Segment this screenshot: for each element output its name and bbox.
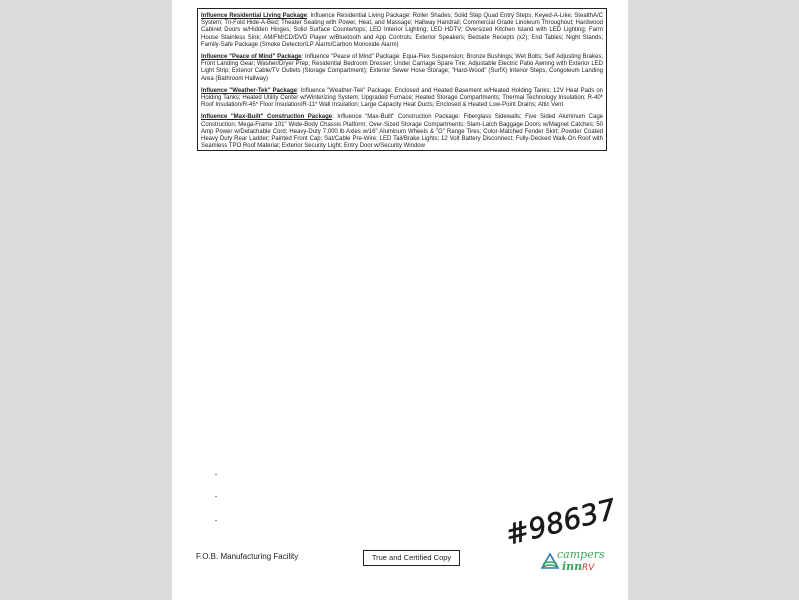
scan-speck (215, 520, 217, 521)
logo-word-inn: inn (562, 560, 583, 573)
package-title: Influence "Max-Built" Construction Package (201, 114, 333, 121)
campers-inn-logo (540, 546, 610, 572)
certified-copy-stamp: True and Certified Copy (363, 550, 460, 566)
package-peace-of-mind (201, 54, 603, 83)
tent-icon (542, 554, 558, 568)
handwritten-text: #98637 (502, 492, 620, 552)
package-body: : Influence Residential Living Package: Roller Shades; Solid Step Quad Entry Steps; Keyed-A-Like; StealthA/C System; Tri-Fold Hide-A-Bed; Theater Seating with Power, Heat, and Massage; Hallway Handrail; Commercial Grade Linoleum Throughout; Hardwood Cabinet Doors w/Hidden Hinges; Solid Surface Countertops; LED Interior Lighting; LED HDTV; Oversized Kitchen Island with LED Lighting; Farm House Stainless Sink; AM/FM/CD/DVD Player w/Bluetooth and App Controls; Exterior Speakers; Bedside Recepts (x2); End Tables; Night Stands; Family-Safe Package (Smoke Detector/LP Alarm/Carbon Monoxide Alarm) (201, 13, 603, 48)
scan-speck (215, 474, 217, 475)
package-body: : Influence "Max-Built" Construction Package: Fiberglass Sidewalls; Five Sided Aluminum Cage Construction; Mega-Frame 101" Wide-Body Chassis Platform; Over-Sized Storage Compartments; Slam-Latch Baggage Doors w/Magnet Catches; 50 Amp Power w/Detachable Cord; Heavy-Duty 7,000 lb Axles w/16" Aluminum Wheels & "G" Range Tires; Color-Matched Fender Skirt; Powder Coated Heavy Duty Rear Ladder; Painted Front Cap; Sat/Cable Pre-Wire; LED Tail/Brake Lights; 12 Volt Battery Disconnect; Fully-Decked Walk-On Roof with Seamless TPO Roof Material; Exterior Security Light; Entry Door w/Security Window (201, 114, 603, 150)
fob-label: F.O.B. Manufacturing Facility (196, 552, 299, 561)
scan-speck (215, 496, 217, 497)
logo-word-campers: campers (557, 548, 605, 561)
package-title: Influence "Weather-Tek" Package (201, 87, 297, 94)
package-title: Influence Residential Living Package (201, 13, 307, 19)
package-title: Influence "Peace of Mind" Package (201, 54, 302, 61)
logo-word-rv: RV (582, 563, 595, 573)
package-body: : Influence "Weather-Tek" Package: Enclosed and Heated Basement w/Heated Holding Tanks; 12V Heat Pads on Holding Tanks; Heated Utility Center w/Winterizing System; Upgraded Furnace; Heated Storage Compartments; Thermal Technology Insulation; R-40* Roof Insulation/R-45* Floor Insulation/R-11* Wall Insulation; Large Capacity Heat Ducts; Enclosed & Heated Low-Point Drains; Attic Vent (201, 87, 603, 109)
package-body: : Influence "Peace of Mind" Package: Equa-Flex Suspension; Bronze Bushings; Wet Bolts; Self Adjusting Brakes; Front Landing Gear; Washer/Dryer Prep; Residential Bedroom Dresser; Under Carriage Spare Tire; Adjustable Electric Patio Awning with Exterior LED Light Strip; Exterior Cable/TV Outlets (Storage Compartment); Exterior Sewer Hose Storage; "Hard-Wood" (SurfX) Interior Steps, Congoleum Landing Area (Bathroom Hallway) (201, 54, 603, 82)
package-max-built (201, 114, 603, 150)
packages-box (197, 8, 607, 151)
package-weather-tek (201, 88, 603, 110)
package-residential-living (201, 13, 603, 49)
handwritten-stock-number (502, 492, 620, 552)
